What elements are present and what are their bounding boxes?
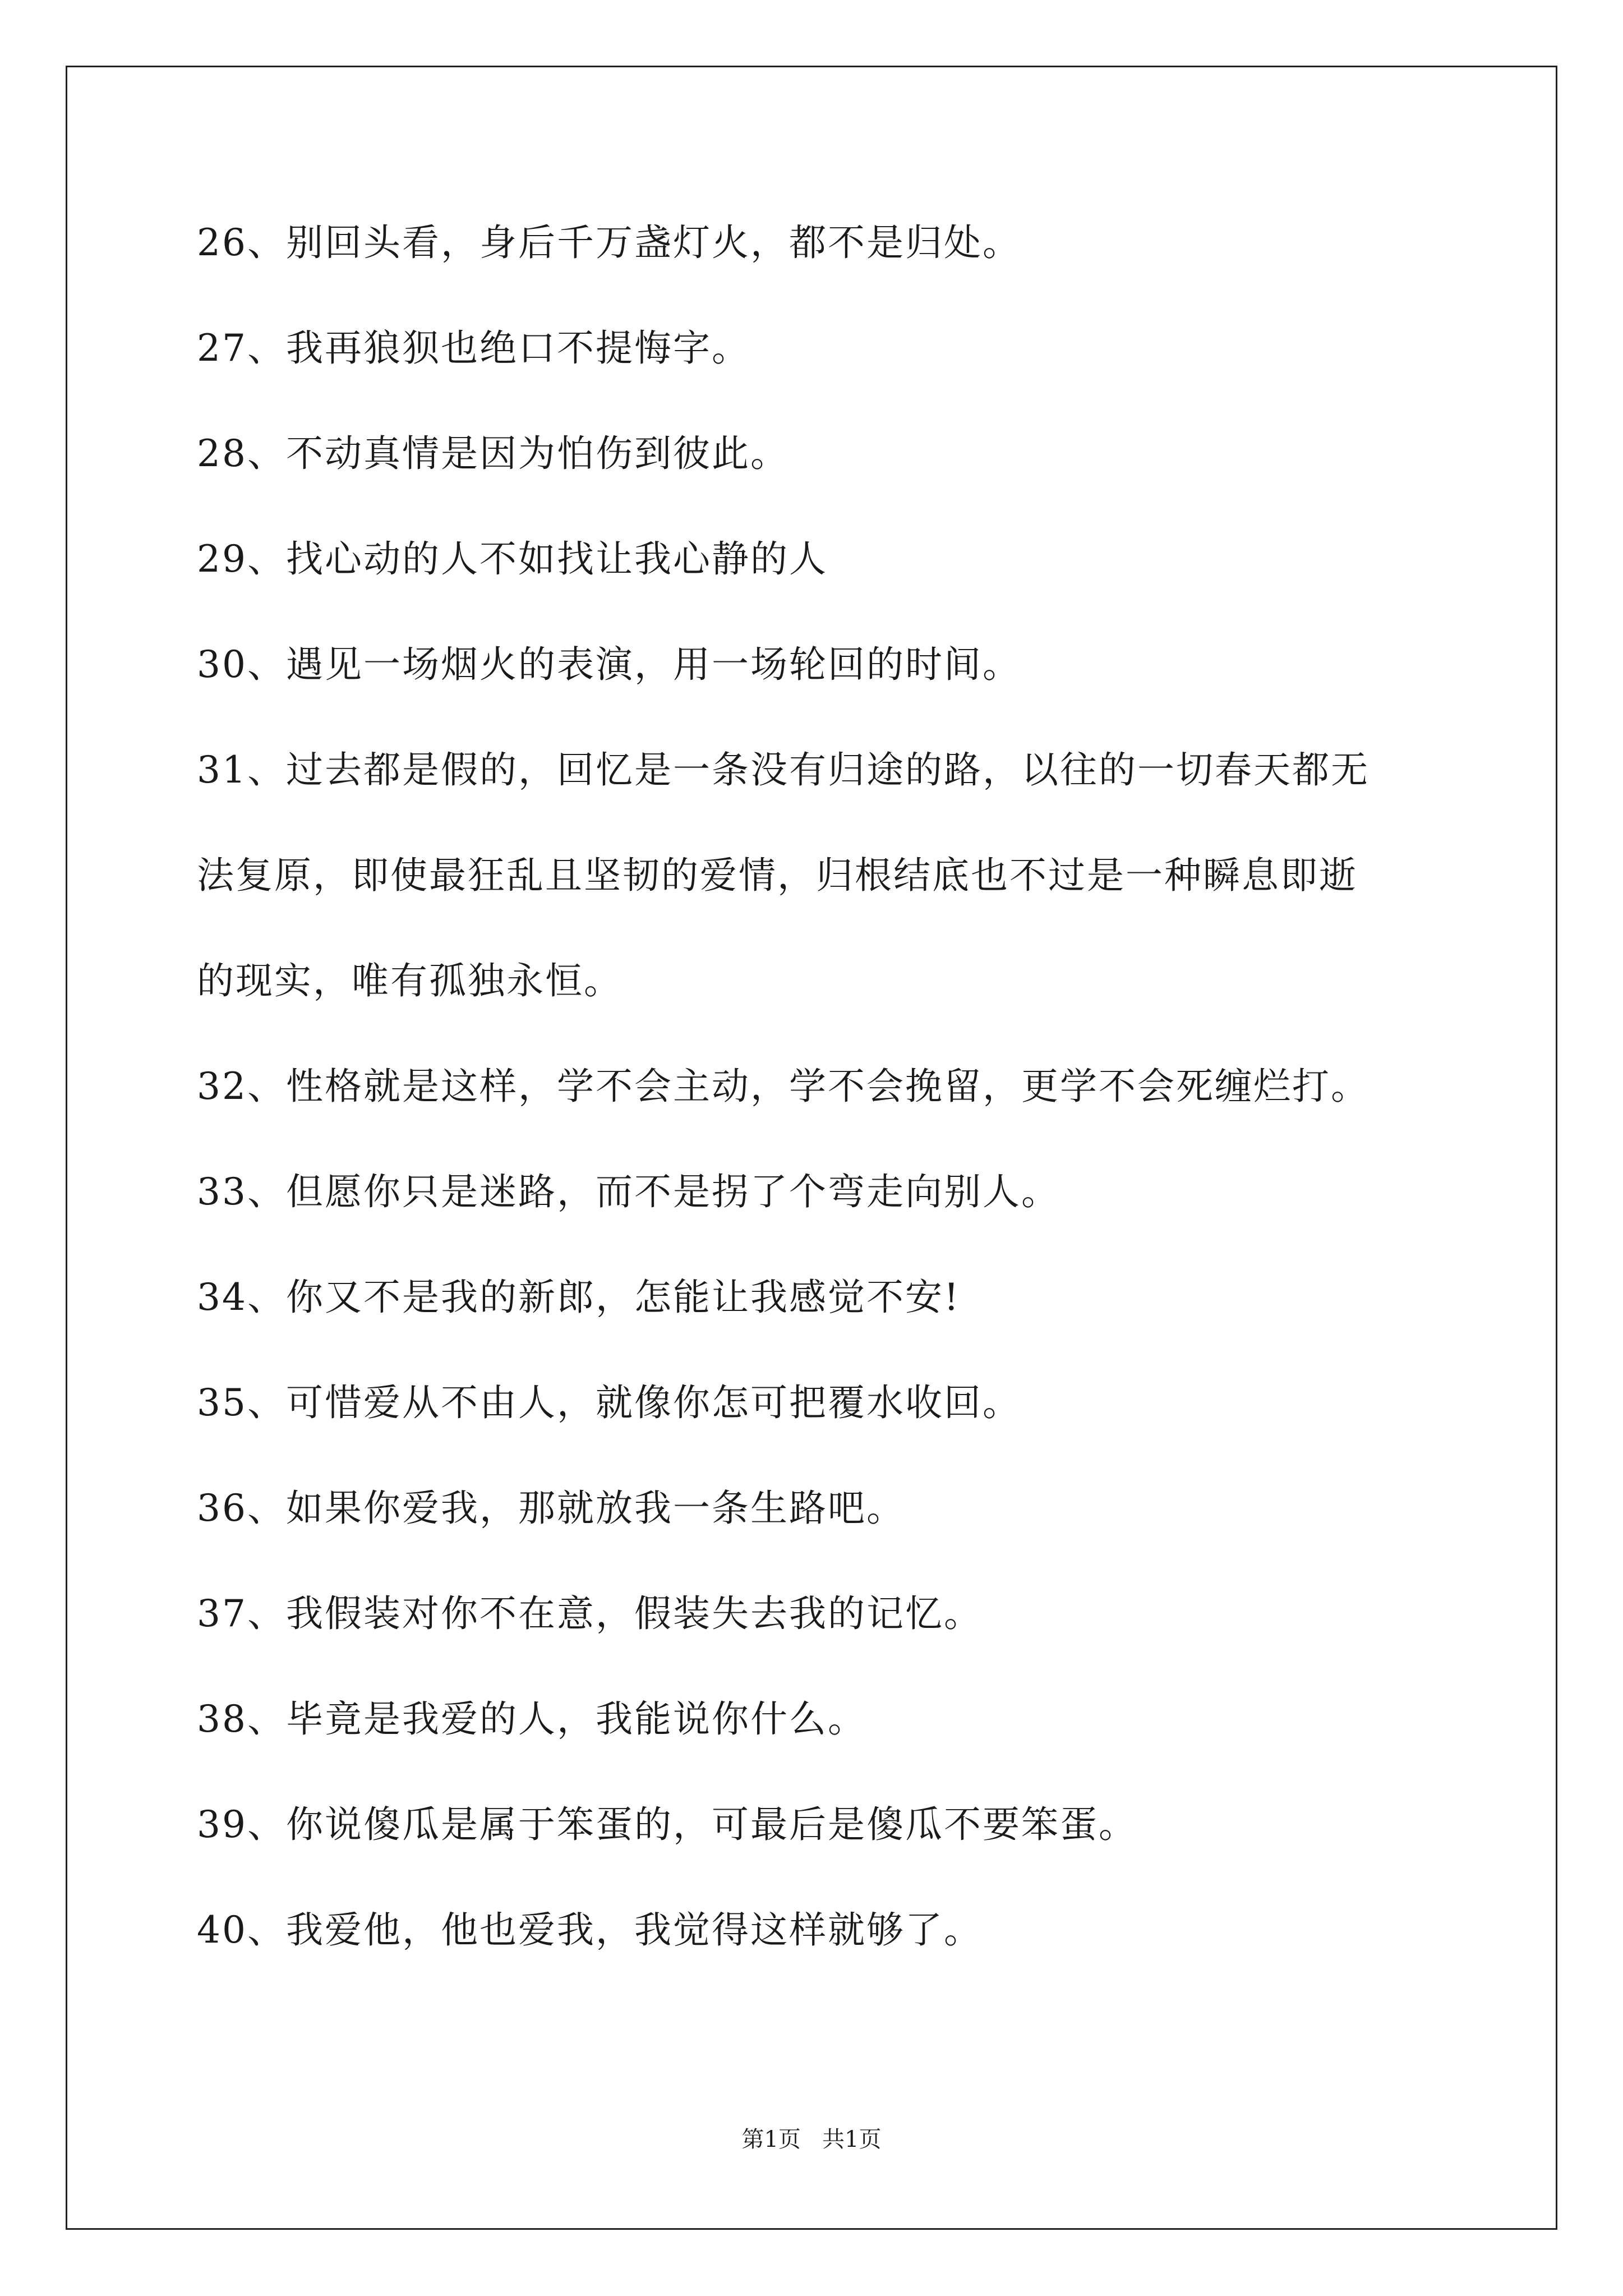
text-line: 29、找心动的人不如找让我心静的人 (197, 537, 828, 581)
text-line: 28、不动真情是因为怕伤到彼此。 (197, 432, 789, 475)
text-line: 35、可惜爱从不由人，就像你怎可把覆水收回。 (197, 1381, 1021, 1424)
text-line: 36、如果你爱我，那就放我一条生路吧。 (197, 1487, 905, 1530)
text-line: 的现实，唯有孤独永恒。 (197, 959, 623, 1002)
page-number-footer: 第1页 共1页 (741, 2127, 882, 2152)
text-line: 37、我假装对你不在意，假装失去我的记忆。 (197, 1592, 983, 1635)
text-line: 32、性格就是这样，学不会主动，学不会挽留，更学不会死缠烂打。 (197, 1065, 1370, 1108)
text-line: 39、你说傻瓜是属于笨蛋的，可最后是傻瓜不要笨蛋。 (197, 1803, 1137, 1846)
text-line: 法复原，即使最狂乱且坚韧的爱情，归根结底也不过是一种瞬息即逝 (197, 854, 1358, 897)
text-line: 30、遇见一场烟火的表演，用一场轮回的时间。 (197, 643, 1021, 686)
text-line: 31、过去都是假的，回忆是一条没有归途的路，以往的一切春天都无 (197, 748, 1370, 792)
text-line: 34、你又不是我的新郎，怎能让我感觉不安! (197, 1276, 961, 1319)
text-line: 38、毕竟是我爱的人，我能说你什么。 (197, 1697, 866, 1741)
text-line: 26、别回头看，身后千万盏灯火，都不是归处。 (197, 221, 1021, 264)
text-line: 33、但愿你只是迷路，而不是拐了个弯走向别人。 (197, 1170, 1060, 1213)
text-line: 27、我再狼狈也绝口不提悔字。 (197, 326, 750, 370)
document-body (197, 221, 1459, 2017)
text-line: 40、我爱他，他也爱我，我觉得这样就够了。 (197, 1908, 983, 1952)
